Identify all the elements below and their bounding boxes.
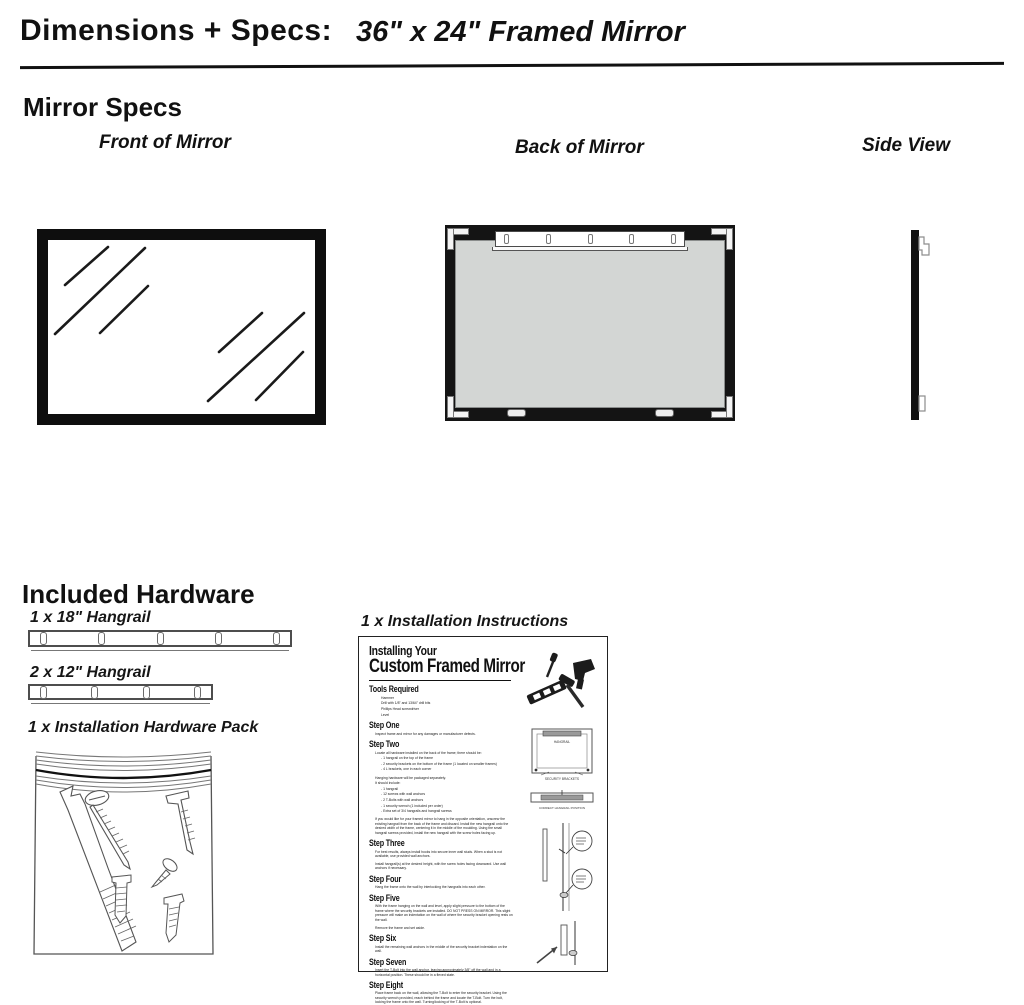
- back-hangrail: [495, 231, 685, 247]
- tools-illustration: [525, 651, 599, 725]
- step-body-line: If you would like for your framed mirror to hang in the opposite orientation, unscrew the existing hangrail from the back of the frame and discard. Install the new hangrail onto the desired width of the frame, centering it in the middle of the moulding. Using the small hangrail screws provided, install the new hangrail with the screw holes facing up.: [375, 817, 509, 835]
- step-body-line: - Extra set of 3/4 hangrails and hangrail screws: [381, 809, 452, 814]
- step-body-line: It should include:: [375, 781, 401, 786]
- side-view-label: Side View: [862, 135, 950, 156]
- back-hangrail-lip: [492, 247, 688, 251]
- step-heading: Step Three: [369, 837, 405, 848]
- tools-required-heading: Tools Required: [369, 684, 419, 695]
- step-body-line: [369, 814, 521, 817]
- corner-bracket-top-right: [709, 228, 733, 252]
- final-hang-diagram: [531, 919, 595, 967]
- tool-item: Hammer: [381, 695, 394, 700]
- instruction-steps: [369, 720, 521, 1005]
- corner-bracket-bottom-right: [709, 394, 733, 418]
- rail-slot: [143, 686, 150, 699]
- step-body-line: With the frame hanging on the wall and level, apply slight pressure to the bottom of the frame where the security brackets are installed. DO NOT PRESS ON MIRROR. This slight pressure will make an indentation on the wall of where the security bracket opening rests on the wall.: [375, 904, 513, 922]
- diagram-security-brackets-label: SECURITY BRACKETS: [544, 777, 580, 781]
- sheet-title-line2: Custom Framed Mirror: [369, 656, 525, 677]
- step-body-line: - 4 L brackets, one in each corner: [381, 767, 432, 772]
- sheet-title-rule: [369, 680, 511, 681]
- step-body-line: Hanging hardware will be packaged separately.: [375, 775, 446, 780]
- diagram-correct-hangrail-label: CORRECT HANGRAIL POSITION: [538, 806, 586, 810]
- step-body-line: [369, 772, 521, 775]
- step-body-line: Place frame back on the wall, allowing the T-Bolt to enter the security bracket. Using the security wrench provided, reach behind the frame and locate the T-Bolt. Turn the bolt, locking the frame onto the wall. Turning/locking of the T-Bolt is optional.: [375, 991, 507, 1005]
- rail-slot: [504, 234, 509, 244]
- step-body-line: For best results, always install hooks into secure inner wall studs. When a stud is not available, use provided wall anchors.: [375, 849, 503, 858]
- front-mirror-drawing: [37, 229, 326, 425]
- rail-slot: [40, 632, 47, 645]
- rail18-label: 1 x 18" Hangrail: [30, 609, 151, 626]
- frame-profile: [561, 925, 567, 955]
- tool-item: Drill with 1/8" and 13/64" drill bits: [381, 701, 431, 706]
- mirror-specs-heading: Mirror Specs: [23, 92, 182, 122]
- rail12-label: 2 x 12" Hangrail: [30, 664, 151, 681]
- tool-item: Level: [381, 712, 390, 717]
- step-body-line: Remove the frame and set aside.: [375, 925, 425, 930]
- step-body-line: - 2 T-Bolts with wall anchors: [381, 797, 424, 802]
- hangrail-position-diagram: [529, 789, 597, 815]
- back-view-label: Back of Mirror: [515, 137, 644, 158]
- rail-slot: [629, 234, 634, 244]
- header-divider: [20, 62, 1004, 69]
- rail-slot: [273, 632, 280, 645]
- rail-slot: [194, 686, 201, 699]
- rail-slot: [91, 686, 98, 699]
- bumper-left: [507, 409, 526, 417]
- tools-list: [369, 696, 521, 717]
- page-title: [20, 14, 332, 48]
- back-panel: [455, 240, 725, 408]
- step-body-line: [369, 922, 521, 925]
- page-subtitle: [356, 16, 685, 49]
- step-body-line: - 1 hangrail on the top of the frame: [381, 756, 434, 761]
- step-body-line: Install hangrail(s) at the desired height, with the screw holes facing downward. Use wall anchors if necessary.: [375, 862, 506, 871]
- front-view-label: Front of Mirror: [99, 132, 231, 153]
- bumper-right: [655, 409, 674, 417]
- step-body-line: Install the remaining wall anchors in the middle of the security bracket indentation on the wall.: [375, 944, 508, 954]
- diagram-hangrail-bar: [543, 731, 581, 736]
- rail-slot: [98, 632, 105, 645]
- included-hardware-heading: Included Hardware: [22, 579, 255, 609]
- step-body-line: Inspect frame and mirror for any damages or manufacturer defects.: [375, 731, 476, 736]
- step-body-line: Insert the T-Bolt into the wall anchor, leaving approximately 3/8" off the wall and in a horizontal position. These should be in a flexed state.: [375, 968, 501, 977]
- screwdriver-icon: [547, 652, 558, 677]
- rail-slot: [215, 632, 222, 645]
- side-view-drawing: [903, 228, 935, 424]
- step-heading: Step Two: [369, 739, 400, 750]
- step-heading: Step Four: [369, 873, 402, 884]
- page-title-text: Dimensions + Specs:: [20, 14, 333, 47]
- wall-mount-callout-diagram: [535, 821, 595, 913]
- side-hangrail-cleat: [919, 237, 929, 255]
- rail-slot: [157, 632, 164, 645]
- step-body-line: - 12 screws with wall anchors: [381, 792, 426, 797]
- step-body-line: Locate all hardware installed on the back of the frame; there should be:: [375, 750, 482, 755]
- rail-slot: [588, 234, 593, 244]
- tool-item: Phillips Head screwdriver: [381, 707, 420, 712]
- step-body-line: Hang the frame onto the wall by interlocking the hangrails into each other.: [375, 885, 486, 890]
- frame-back-diagram: [529, 727, 597, 783]
- step-heading: Step Five: [369, 892, 400, 903]
- instructions-text-column: [369, 643, 525, 1005]
- hardware-pack-label: 1 x Installation Hardware Pack: [28, 719, 259, 736]
- step-heading: Step Eight: [369, 979, 403, 990]
- rail-slot: [546, 234, 551, 244]
- corner-bracket-bottom-left: [447, 394, 471, 418]
- page-subtitle-text: 36" x 24" Framed Mirror: [356, 16, 685, 48]
- step-body-line: - 2 security brackets on the bottom of the frame (1 located on smaller frames): [381, 761, 497, 766]
- rail-slot: [671, 234, 676, 244]
- corner-bracket-top-left: [447, 228, 471, 252]
- instructions-label: 1 x Installation Instructions: [361, 613, 569, 630]
- rail12-drawing: [28, 684, 213, 704]
- step-heading: Step One: [369, 720, 400, 731]
- hardware-pack-drawing: [30, 746, 217, 958]
- rail-slot: [40, 686, 47, 699]
- mirror-profile: [543, 829, 547, 881]
- step-body-line: - 1 security wrench (1 included per order): [381, 803, 443, 808]
- step-heading: Step Six: [369, 933, 397, 944]
- step-heading: Step Seven: [369, 956, 407, 967]
- side-frame-profile: [911, 230, 919, 420]
- step-body-line: [369, 858, 521, 861]
- instructions-sheet: [358, 636, 608, 1005]
- step-body-line: - 1 hangrail: [381, 786, 398, 791]
- back-mirror-drawing: [445, 225, 735, 421]
- drill-icon: [573, 659, 595, 690]
- sheet-title-line1: Installing Your: [369, 643, 437, 658]
- level-icon: [526, 679, 567, 704]
- diagram-hangrail-label: HANGRAIL: [553, 740, 571, 744]
- side-bottom-bumper: [919, 396, 925, 411]
- mirror-glass-reflection-lines: [48, 240, 315, 414]
- rail18-drawing: [28, 630, 292, 651]
